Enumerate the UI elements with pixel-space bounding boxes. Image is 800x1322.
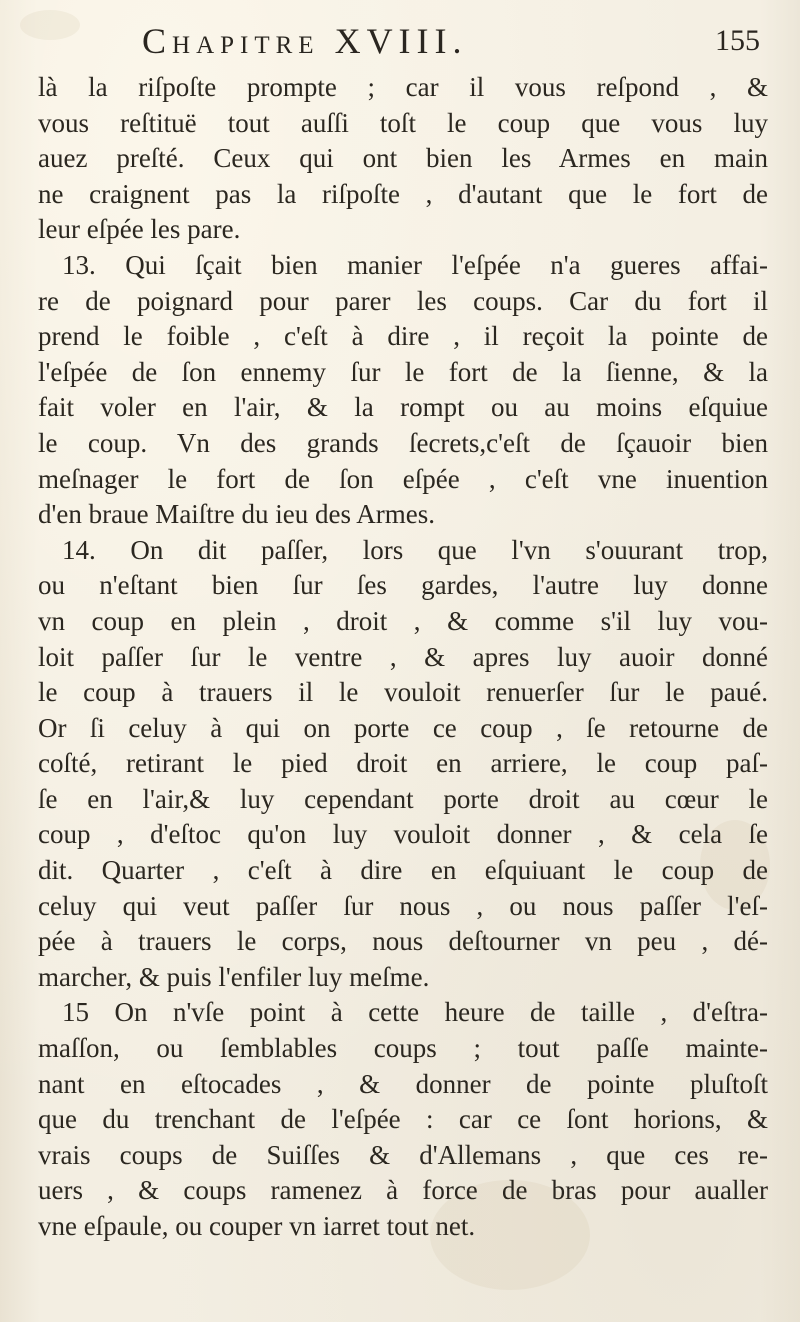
text-line: maſſon, ou ſemblables coups ; tout paſſe mainte-: [38, 1033, 768, 1064]
text-line: celuy qui veut paſſer ſur nous , ou nous paſſer l'eſ-: [38, 890, 768, 921]
text-line: prend le foible , c'eſt à dire , il reçoit la pointe de: [38, 321, 768, 352]
text-line: ou n'eſtant bien ſur ſes gardes, l'autre luy donne: [38, 570, 768, 601]
text-line: 13. Qui ſçait bien manier l'eſpée n'a gueres affai-: [62, 249, 768, 280]
text-line: coup , d'eſtoc qu'on luy vouloit donner , & cela ſe: [38, 819, 768, 850]
body-text: [38, 70, 768, 1245]
text-line: d'en braue Maiſtre du ieu des Armes.: [38, 499, 435, 530]
text-line: là la riſpoſte prompte ; car il vous reſpond , &: [38, 72, 768, 102]
text-line: pée à trauers le corps, nous deſtourner vn peu , dé-: [38, 926, 768, 957]
text-line: 15 On n'vſe point à cette heure de taille , d'eſtra-: [62, 997, 768, 1028]
text-line: ſe en l'air,& luy cependant porte droit au cœur le: [38, 783, 768, 814]
text-line: nant en eſtocades , & donner de pointe pluſtoſt: [38, 1068, 768, 1099]
text-line: Or ſi celuy à qui on porte ce coup , ſe retourne de: [38, 712, 768, 743]
text-line: marcher, & puis l'enfiler luy meſme.: [38, 961, 430, 992]
text-line: loit paſſer ſur le ventre , & apres luy auoir donné: [38, 641, 768, 672]
text-line: vne eſpaule, ou couper vn iarret tout net.: [38, 1211, 476, 1241]
text-line: le coup à trauers il le vouloit renuerſer ſur le paué.: [38, 677, 768, 708]
text-line: que du trenchant de l'eſpée : car ce ſont horions, &: [38, 1104, 768, 1135]
text-line: vn coup en plein , droit , & comme s'il luy vou-: [38, 605, 768, 636]
text-line: vrais coups de Suiſſes & d'Allemans , que ces re-: [38, 1139, 768, 1170]
text-line: coſté, retirant le pied droit en arriere, le coup paſ-: [38, 748, 768, 779]
text-line: meſnager le fort de ſon eſpée , c'eſt vne inuention: [38, 463, 768, 494]
page-header: [60, 20, 760, 64]
text-line: l'eſpée de ſon ennemy ſur le fort de la ſienne, & la: [38, 356, 768, 387]
text-line: uers , & coups ramenez à force de bras pour aualler: [38, 1175, 768, 1206]
text-line: le coup. Vn des grands ſecrets,c'eſt de ſçauoir bien: [38, 427, 768, 458]
page-number: 155: [715, 24, 760, 57]
text-line: vous reſtituë tout auſſi toſt le coup que vous luy: [38, 107, 768, 138]
text-line: re de poignard pour parer les coups. Car du fort il: [38, 285, 768, 316]
text-line: fait voler en l'air, & la rompt ou au moins eſquiue: [38, 392, 768, 423]
running-title: Chapitre XVIII.: [142, 21, 468, 61]
text-line: auez preſté. Ceux qui ont bien les Armes en main: [38, 143, 768, 174]
text-line: ne craignent pas la riſpoſte , d'autant que le fort de: [38, 178, 768, 209]
text-line: leur eſpée les pare.: [38, 214, 241, 245]
text-line: dit. Quarter , c'eſt à dire en eſquiuant le coup de: [38, 855, 768, 886]
text-line: 14. On dit paſſer, lors que l'vn s'ouurant trop,: [62, 534, 768, 565]
